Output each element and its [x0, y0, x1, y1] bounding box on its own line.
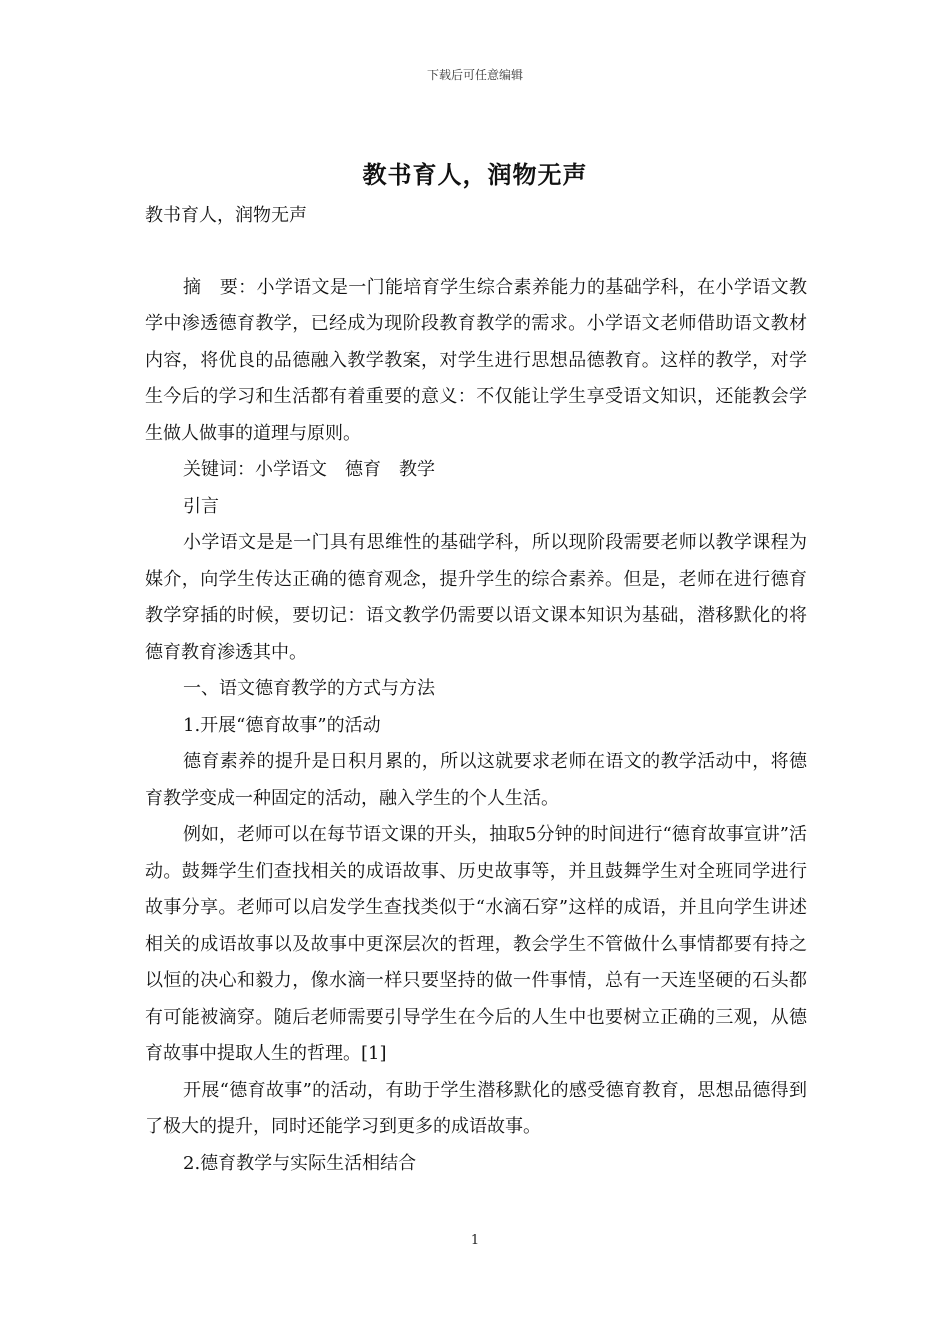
subtitle-line: 教书育人，润物无声 [145, 205, 307, 226]
subsection-heading-1-2: 2.德育教学与实际生活相结合 [183, 1152, 417, 1174]
subsection-heading-1-1: 1.开展“德育故事”的活动 [183, 714, 381, 736]
page-number: 1 [470, 1233, 480, 1248]
section-heading-1: 一、语文德育教学的方式与方法 [183, 678, 435, 699]
section-heading-introduction: 引言 [183, 495, 219, 517]
document-title: 教书育人，润物无声 [362, 160, 588, 189]
header-note: 下载后可任意编辑 [426, 68, 523, 82]
keywords-line: 关键词：小学语文 德育 教学 [183, 459, 435, 480]
body-paragraph: 开展“德育故事”的活动，有助于学生潜移默化的感受德育教育，思想品德得到了极大的提升，同时还能学习到更多的成语故事。 [145, 1079, 807, 1137]
intro-paragraph: 小学语文是是一门具有思维性的基础学科，所以现阶段需要老师以教学课程为媒介，向学生传达正确的德育观念，提升学生的综合素养。但是，老师在进行德育教学穿插的时候，要切记：语文教学仍需要以语文课本知识为基础，潜移默化的将德育教育渗透其中。 [145, 532, 807, 663]
blank-line [145, 235, 807, 270]
abstract-paragraph: 摘 要：小学语文是一门能培育学生综合素养能力的基础学科，在小学语文教学中渗透德育教学，已经成为现阶段教育教学的需求。小学语文老师借助语文教材内容，将优良的品德融入教学教案，对学生进行思想品德教育。这样的教学，对学生今后的学习和生活都有着重要的意义：不仅能让学生享受语文知识，还能教会学生做人做事的道理与原则。 [145, 276, 807, 444]
document-body [145, 198, 807, 1182]
body-paragraph: 例如，老师可以在每节语文课的开头，抽取5分钟的时间进行“德育故事宣讲”活动。鼓舞学生们查找相关的成语故事、历史故事等，并且鼓舞学生对全班同学进行故事分享。老师可以启发学生查找类似于“水滴石穿”这样的成语，并且向学生讲述相关的成语故事以及故事中更深层次的哲理，教会学生不管做什么事情都要有持之以恒的决心和毅力，像水滴一样只要坚持的做一件事情，总有一天连坚硬的石头都有可能被滴穿。随后老师需要引导学生在今后的人生中也要树立正确的三观，从德育故事中提取人生的哲理。[1] [145, 824, 807, 1064]
body-paragraph: 德育素养的提升是日积月累的，所以这就要求老师在语文的教学活动中，将德育教学变成一种固定的活动，融入学生的个人生活。 [145, 751, 807, 809]
